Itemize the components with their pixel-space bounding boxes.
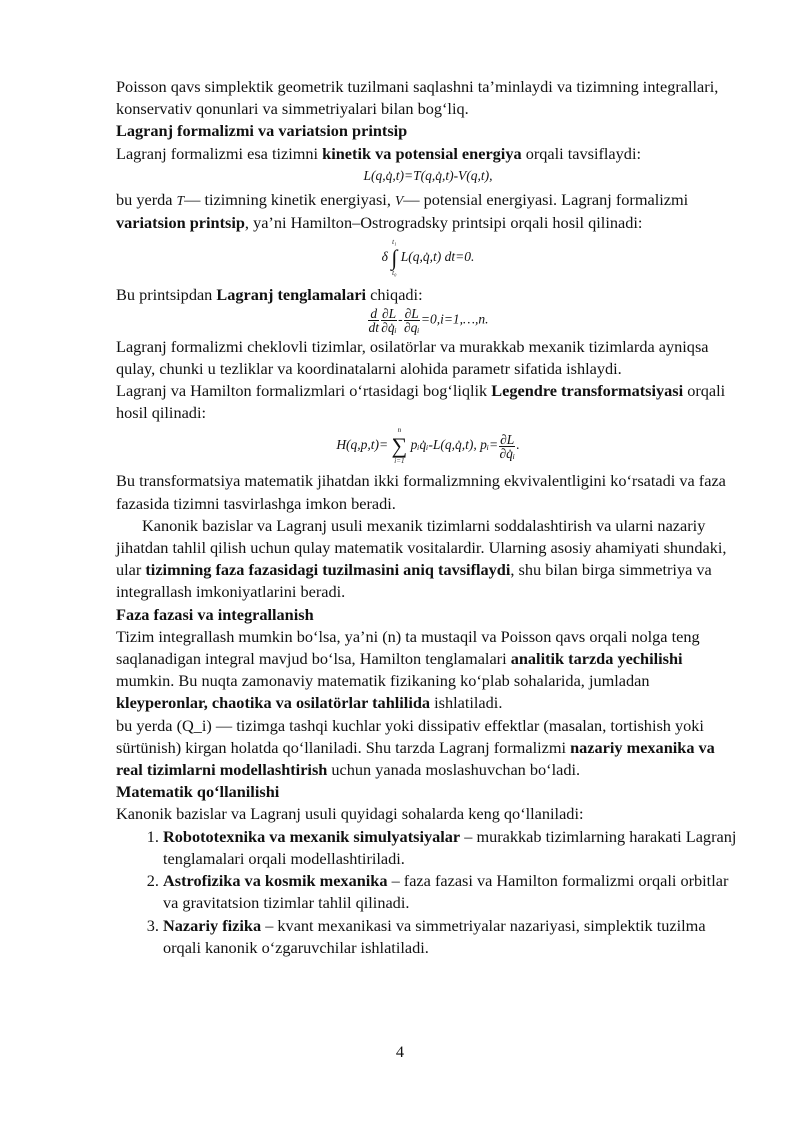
list-item: 3. Nazariy fizika – kvant mexanikasi va simmetriyalar nazariyasi, simplektik tuzilma orqali kanonik o‘zgaruvchilar ishlatiladi. bbox=[163, 915, 740, 959]
equation-action-principle: δ t₁ ∫ t₀ L(q,q̇,t) dt=0. bbox=[381, 238, 475, 278]
applications-list bbox=[116, 826, 740, 959]
paragraph-transformation: Bu transformatsiya matematik jihatdan ikki formalizmning ekvivalentligini ko‘rsatadi va faza fazasida tizimni tasvirlashga imkon beradi. bbox=[116, 471, 726, 513]
page-number: 4 bbox=[395, 1042, 405, 1061]
paragraph-lagrange-usage: Lagranj formalizmi cheklovli tizimlar, osilatörlar va murakkab mexanik tizimlarda ayniqsa qulay, chunki u tezliklar va koordinatalarni alohida parametr sifatida ishlaydi. bbox=[116, 336, 709, 378]
heading-lagrange: Lagranj formalizmi va variatsion printsip bbox=[116, 121, 408, 141]
paragraph-external-forces: bu yerda (Q_i) — tizimga tashqi kuchlar yoki dissipativ effektlar (masalan, tortishish yoki sürtünish) kirgan holatda qo‘llaniladi. Shu tarzda Lagranj formalizmi nazariy mexanika va real tizimlarni modellashtirish uchun yanada moslashuvchan bo‘ladi. bbox=[116, 715, 715, 780]
paragraph-legendre: Lagranj va Hamilton formalizmlari o‘rtasidagi bog‘liqlik Legendre transformatsiyasi orqali hosil qilinadi: bbox=[116, 381, 726, 423]
equation-lagrangian: L(q,q̇,t)=T(q,q̇,t)-V(q,t), bbox=[363, 167, 493, 183]
paragraph-lagrange-definition: bu yerda T— tizimning kinetik energiyasi, V— potensial energiyasi. Lagranj formalizmi variatsion printsip, ya’ni Hamilton–Ostrogradsky printsipi orqali hosil qilinadi: bbox=[116, 190, 689, 233]
paragraph-integrability: Tizim integrallash mumkin bo‘lsa, ya’ni (n) ta mustaqil va Poisson qavs orqali nolga teng saqlanadigan integral mavjud bo‘lsa, Hamilton tenglamalari analitik tarzda yechilishi mumkin. Bu nuqta zamonaviy matematik fizikaning ko‘plab sohalarida, jumladan kleyperonlar, chaotika va osilatörlar tahlilida ishlatiladi. bbox=[116, 626, 700, 713]
page-body bbox=[116, 76, 740, 959]
integral-sign: t₁ ∫ t₀ bbox=[391, 238, 398, 278]
paragraph-applications-intro: Kanonik bazislar va Lagranj usuli quyidagi sohalarda keng qo‘llaniladi: bbox=[116, 804, 584, 824]
heading-applications: Matematik qo‘llanilishi bbox=[116, 782, 280, 802]
heading-phase-space: Faza fazasi va integrallanish bbox=[116, 604, 314, 624]
paragraph-lagrange-equations: Bu printsipdan Lagranj tenglamalari chiqadi: bbox=[116, 285, 423, 305]
sum-sign: n ∑ i=1 bbox=[391, 426, 408, 466]
paragraph-lagrange-intro: Lagranj formalizmi esa tizimni kinetik va potensial energiya orqali tavsiflaydi: bbox=[116, 143, 641, 163]
equation-euler-lagrange: $\frac{d}{dt}$ $\frac{\partial L}{\text{∂q̇ᵢ}}$ - $\frac{\partial L}{\text{∂qᵢ}}$ =0,i=1,…,n. bbox=[368, 305, 489, 335]
list-item: 2. Astrofizika va kosmik mexanika – faza fazasi va Hamilton formalizmi orqali orbitlar va gravitatsion tizimlar tahlil qilinadi. bbox=[163, 870, 740, 914]
paragraph-canonical-bases: Kanonik bazislar va Lagranj usuli mexanik tizimlarni soddalashtirish va ularni nazariy jihatdan tahlil qilish uchun qulay matematik vositalardir. Ularning asosiy ahamiyati shundaki, ular tizimning faza fazasidagi tuzilmasini aniq tavsiflaydi, shu bilan birga simmetriya va integrallash imkoniyatlarini beradi. bbox=[116, 515, 727, 602]
list-item: 1. Robototexnika va mexanik simulyatsiyalar – murakkab tizimlarning harakati Lagranj tenglamalari orqali modellashtiriladi. bbox=[163, 826, 740, 870]
paragraph-poisson: Poisson qavs simplektik geometrik tuzilmani saqlashni ta’minlaydi va tizimning integrallari, konservativ qonunlari va simmetriyalari bilan bog‘liq. bbox=[116, 77, 719, 119]
equation-hamiltonian: H(q,p,t)= n ∑ i=1 pᵢq̇ᵢ-L(q,q̇,t), pᵢ= $\frac{\partial L}{\text{∂q̇ᵢ}}$ . bbox=[336, 426, 520, 466]
